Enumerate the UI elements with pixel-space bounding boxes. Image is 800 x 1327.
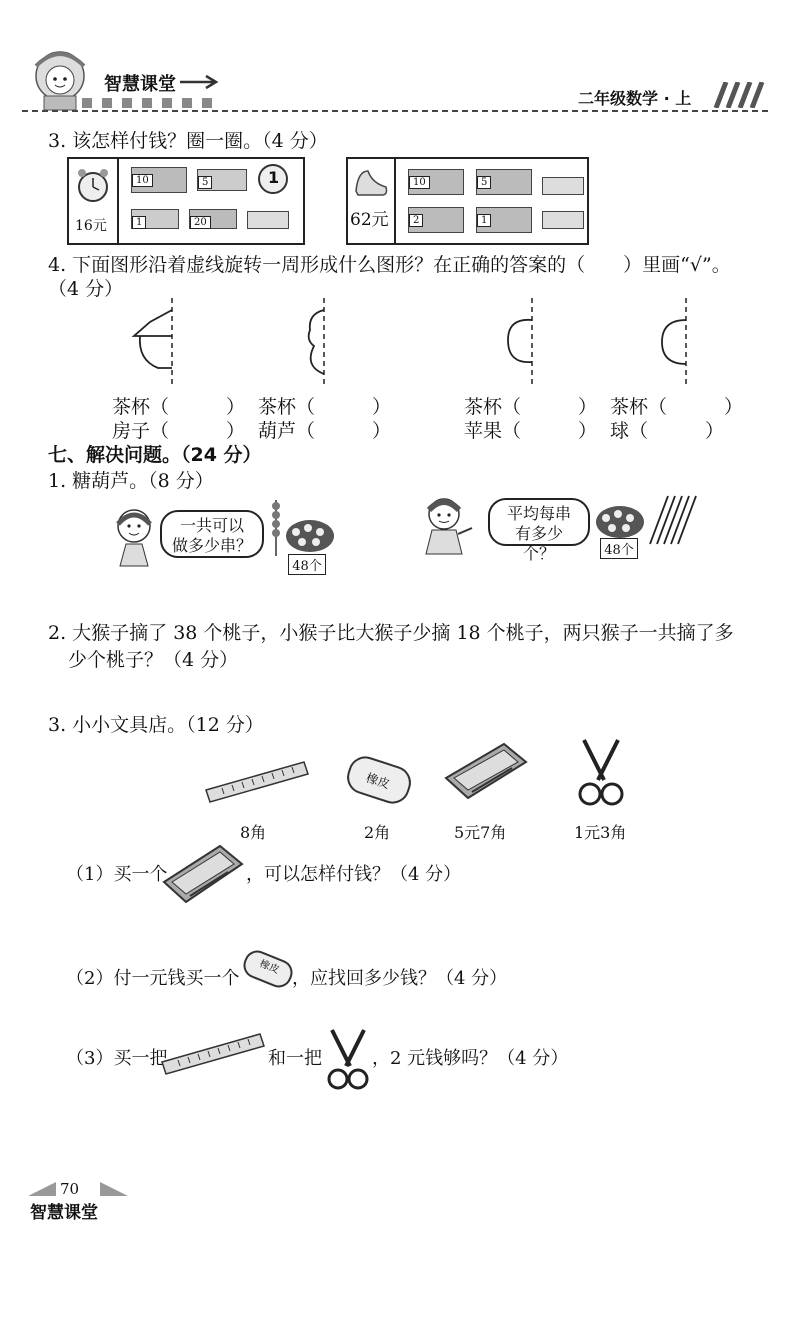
hawthorn-pile-icon	[594, 500, 646, 540]
sub3-text-c: ，2 元钱够吗？（4 分）	[372, 1048, 569, 1069]
sub2-text-b: ，应找回多少钱？（4 分）	[292, 968, 508, 989]
q3-left-divider	[117, 159, 119, 243]
count-right: 48个	[600, 538, 638, 559]
banknote: 5	[197, 169, 247, 191]
coin-label: 1	[268, 168, 280, 187]
price-scissors: 1元3角	[574, 823, 627, 842]
banknote: 1	[476, 207, 532, 233]
pencil-case-icon	[442, 738, 528, 804]
count-left: 48个	[288, 554, 326, 575]
banknote: 10	[131, 167, 187, 193]
q3-title: 3. 该怎样付钱？圈一圈。（4 分）	[48, 130, 328, 152]
page-number: 70	[60, 1180, 80, 1198]
banknote: 10	[408, 169, 464, 195]
header-stripes	[710, 82, 770, 108]
section7-title: 七、解决问题。（24 分）	[48, 444, 262, 466]
header-subject: 二年级数学 · 上	[578, 89, 692, 108]
eraser-label-small: 橡皮	[257, 958, 281, 977]
q3-left-box	[67, 157, 305, 245]
header-brand: 智慧课堂	[104, 74, 176, 95]
bubble-left-line1: 一共可以	[179, 516, 244, 535]
q4-option-2b[interactable]: 葫芦（ ）	[258, 420, 392, 442]
sticks-icon	[648, 494, 700, 546]
sub3-text-b: 和一把	[268, 1048, 322, 1069]
ruler-icon	[204, 756, 310, 804]
speech-bubble-left	[160, 510, 264, 558]
p3-title: 3. 小小文具店。（12 分）	[48, 714, 264, 736]
sub1-text-a: （1）买一个	[66, 864, 168, 885]
banknote: 2	[408, 207, 464, 233]
hawthorn-pile-icon	[284, 514, 336, 554]
ruler-icon	[160, 1028, 266, 1076]
q3-right-box	[346, 157, 589, 245]
banknote	[542, 177, 584, 195]
banknote: 5	[476, 169, 532, 195]
pencil-case-icon	[160, 840, 244, 906]
q4-option-3a[interactable]: 茶杯（ ）	[464, 396, 598, 418]
scissors-icon	[324, 1026, 372, 1092]
sub1-text-b: ，可以怎样付钱？（4 分）	[246, 864, 462, 885]
banknote: 20	[189, 209, 237, 229]
q4-option-4b[interactable]: 球（ ）	[610, 420, 725, 442]
q4-option-1b[interactable]: 房子（ ）	[112, 420, 246, 442]
candied-haws-stick-icon	[266, 498, 286, 558]
header	[22, 46, 782, 118]
price-ruler: 8角	[240, 823, 267, 842]
p1-title: 1. 糖葫芦。（8 分）	[48, 470, 214, 492]
q3-left-price: 16元	[75, 218, 107, 234]
bubble-right-line2: 有多少个？	[514, 524, 563, 563]
bubble-left-line2: 做多少串？	[172, 536, 253, 555]
price-eraser: 2角	[364, 823, 391, 842]
sub3-text-a: （3）买一把	[66, 1048, 168, 1069]
q4-score: （4 分）	[48, 278, 124, 300]
p2-line2: 少个桃子？（4 分）	[68, 649, 239, 671]
q4-option-1a[interactable]: 茶杯（ ）	[112, 396, 246, 418]
q4-option-4a[interactable]: 茶杯（ ）	[610, 396, 744, 418]
arrow-icon	[178, 74, 222, 90]
q4-title: 4. 下面图形沿着虚线旋转一周形成什么图形？在正确的答案的（ ）里画“√”。	[48, 254, 731, 276]
banknote	[542, 211, 584, 229]
footer-banner	[28, 1180, 132, 1200]
q4-option-2a[interactable]: 茶杯（ ）	[258, 396, 392, 418]
q3-right-divider	[394, 159, 396, 243]
p2-line1: 2. 大猴子摘了 38 个桃子，小猴子比大猴子少摘 18 个桃子，两只猴子一共摘了多	[48, 622, 734, 644]
q3-right-price: 62元	[350, 210, 389, 230]
shoes-icon	[352, 165, 390, 201]
bubble-right-line1: 平均每串	[506, 504, 571, 523]
q4-shapes	[120, 296, 720, 388]
header-squares	[82, 98, 222, 108]
footer-brand: 智慧课堂	[30, 1203, 98, 1223]
banknote	[247, 211, 289, 229]
scissors-icon	[574, 736, 628, 808]
speech-bubble-right	[488, 498, 590, 563]
price-pencil-case: 5元7角	[454, 823, 507, 842]
q4-option-3b[interactable]: 苹果（ ）	[464, 420, 598, 442]
boy-icon	[418, 494, 474, 556]
sub2-text-a: （2）付一元钱买一个	[66, 968, 240, 989]
eraser-label: 橡皮	[364, 770, 392, 792]
alarm-clock-icon	[75, 165, 111, 205]
girl-icon	[108, 504, 160, 568]
header-rule	[22, 110, 768, 112]
banknote: 1	[131, 209, 179, 229]
